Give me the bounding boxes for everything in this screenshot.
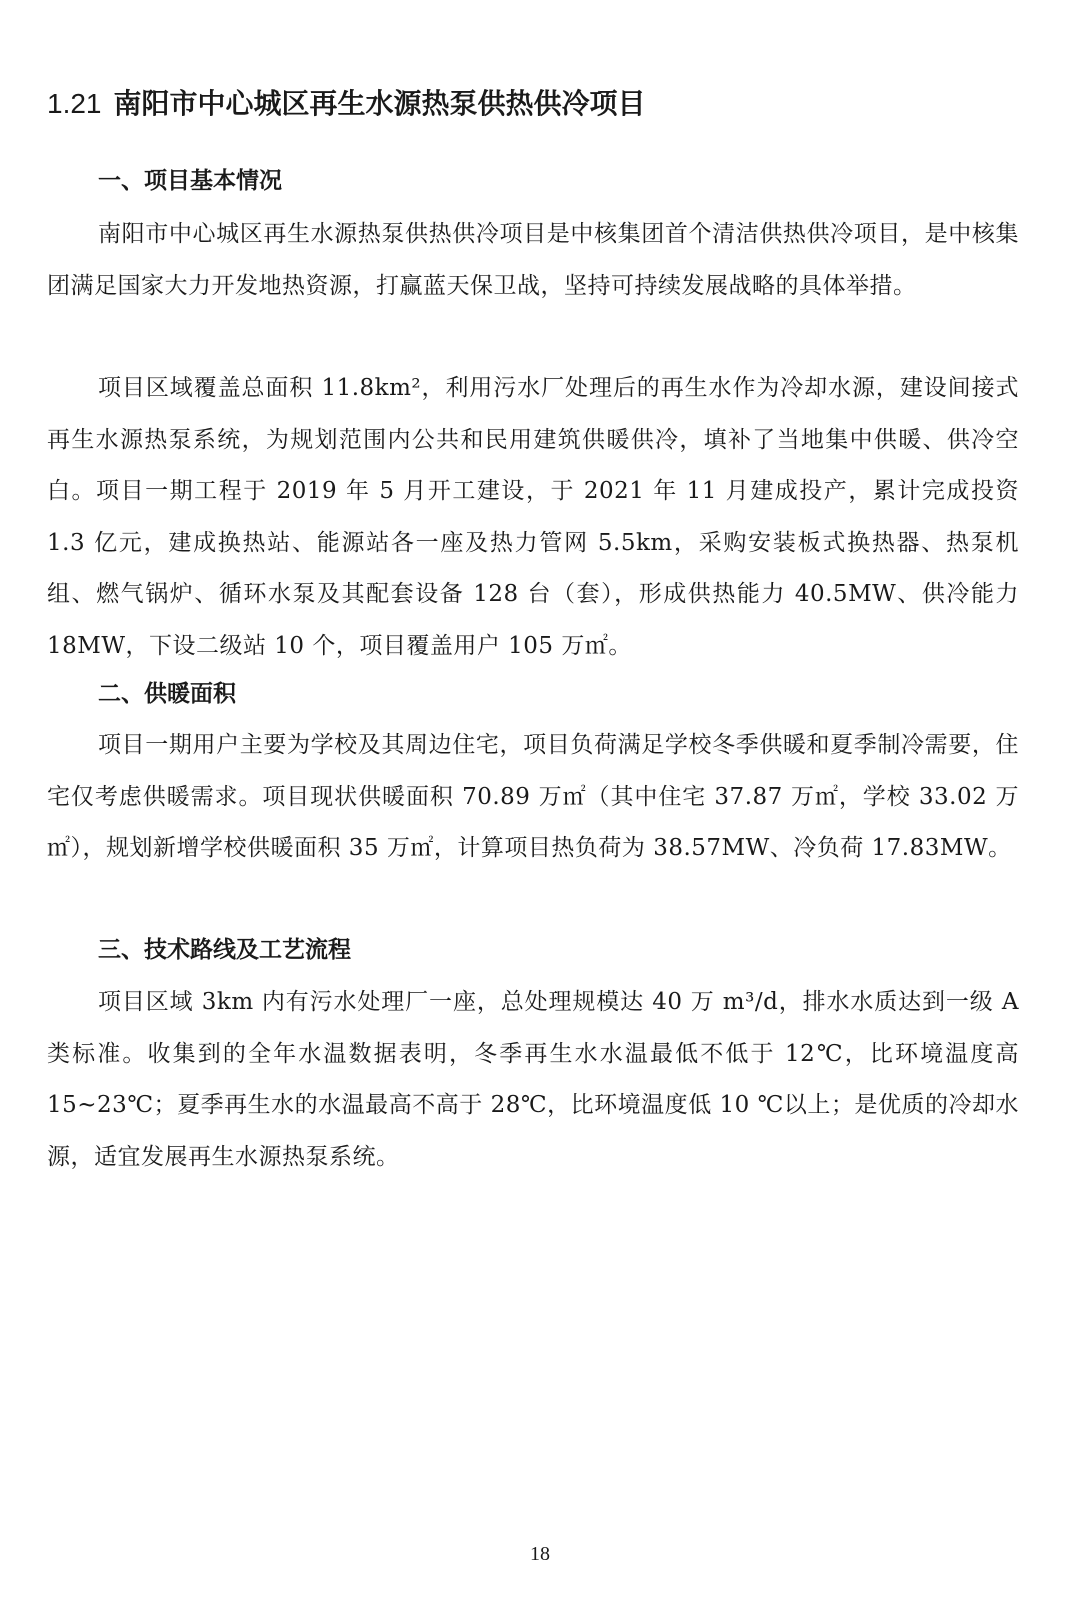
page-number: 18 <box>530 1543 550 1565</box>
page-title <box>47 84 1037 124</box>
title-number: 1.21 <box>47 88 102 119</box>
section-3-paragraph-1: 项目区域 3km 内有污水处理厂一座，总处理规模达 40 万 m³/d，排水水质达到一级 A 类标准。收集到的全年水温数据表明，冬季再生水水温最低不低于 12℃，比环境温度高 15~23℃；夏季再生水的水温最高不高于 28℃，比环境温度低 10 ℃以上；是优质的冷却水源，适宜发展再生水源热泵系统。 <box>47 989 1019 1170</box>
title-text: 南阳市中心城区再生水源热泵供热供冷项目 <box>113 87 646 120</box>
section-1-paragraph-2: 项目区域覆盖总面积 11.8km²，利用污水厂处理后的再生水作为冷却水源，建设间接式再生水源热泵系统，为规划范围内公共和民用建筑供暖供冷，填补了当地集中供暖、供冷空白。项目一期工程于 2019 年 5 月开工建设，于 2021 年 11 月建成投产，累计完成投资 1.3 亿元，建成换热站、能源站各一座及热力管网 5.5km，采购安装板式换热器、热泵机组、燃气锅炉、循环水泵及其配套设备 128 台（套），形成供热能力 40.5MW、供冷能力 18MW，下设二级站 10 个，项目覆盖用户 105 万㎡。 <box>47 375 1019 659</box>
section-heading-2: 二、供暖面积 <box>98 681 236 707</box>
section-1-paragraph-1: 南阳市中心城区再生水源热泵供热供冷项目是中核集团首个清洁供热供冷项目，是中核集团满足国家大力开发地热资源，打赢蓝天保卫战，坚持可持续发展战略的具体举措。 <box>47 221 1019 299</box>
section-heading-3: 三、技术路线及工艺流程 <box>98 937 351 963</box>
section-heading-1: 一、项目基本情况 <box>98 168 282 194</box>
section-2-paragraph-1: 项目一期用户主要为学校及其周边住宅，项目负荷满足学校冬季供暖和夏季制冷需要，住宅仅考虑供暖需求。项目现状供暖面积 70.89 万㎡（其中住宅 37.87 万㎡，学校 33.02 万㎡），规划新增学校供暖面积 35 万㎡，计算项目热负荷为 38.57MW、冷负荷 17.83MW。 <box>47 732 1019 861</box>
